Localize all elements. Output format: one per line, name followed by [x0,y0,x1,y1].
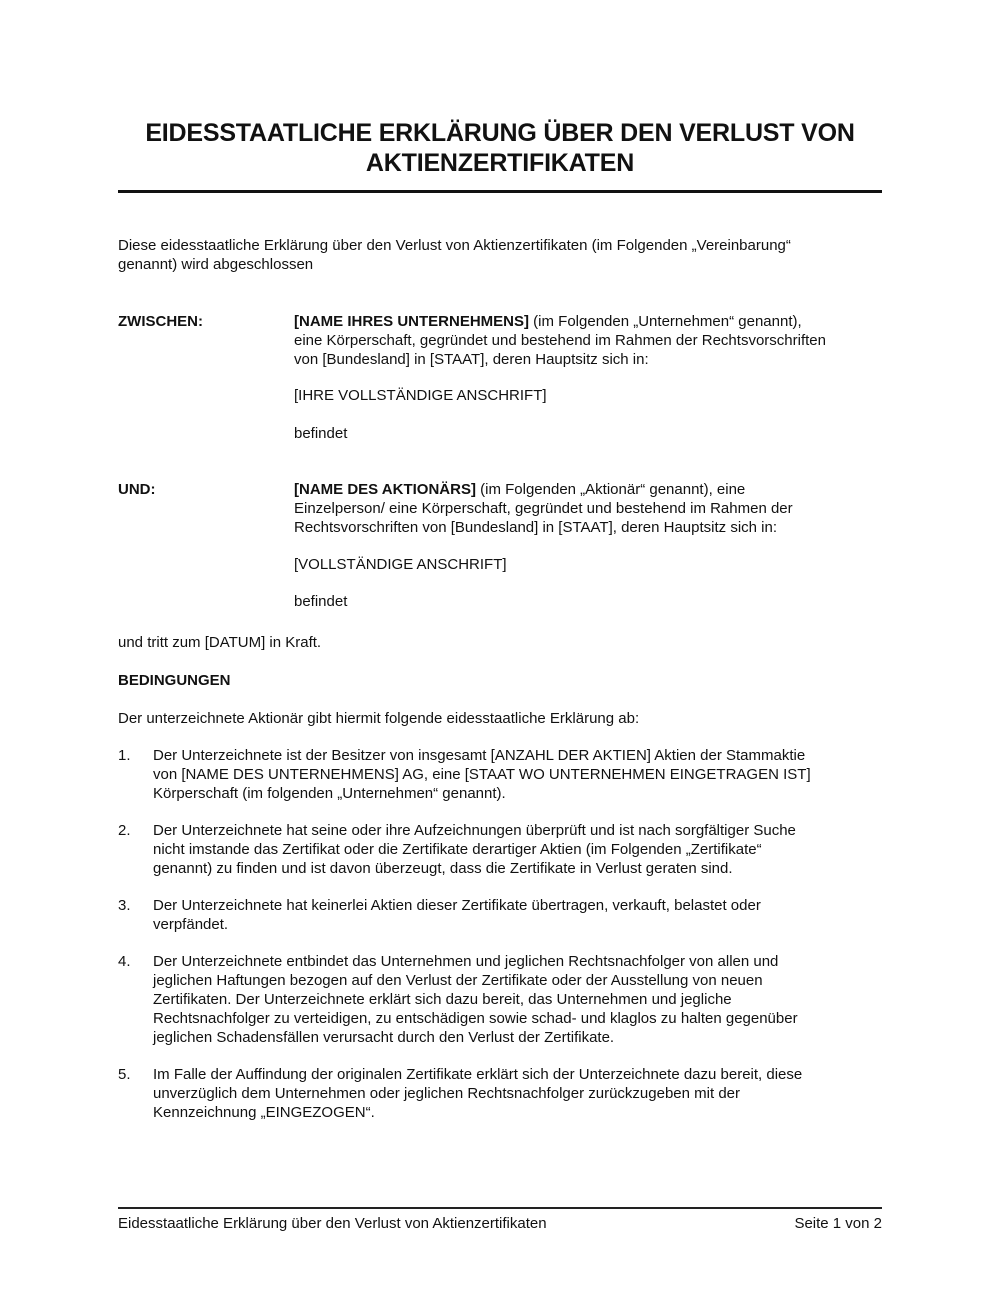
party-1-address: [IHRE VOLLSTÄNDIGE ANSCHRIFT] [294,387,547,404]
item-text [153,896,885,934]
item-line: Rechtsnachfolger zu verteidigen, zu entschädigen sowie schad- und klaglos zu halten gegenüber [153,1010,798,1027]
party-2-name: [NAME DES AKTIONÄRS] [294,481,476,498]
item-line: Im Falle der Auffindung der originalen Zertifikate erklärt sich der Unterzeichnete dazu bereit, diese [153,1066,803,1083]
party-1-label: ZWISCHEN: [118,313,203,330]
conditions-intro: Der unterzeichnete Aktionär gibt hiermit folgende eidesstaatliche Erklärung ab: [118,710,640,727]
document-title [118,118,882,178]
item-number: 2. [118,822,131,839]
party-1-line-3: von [Bundesland] in [STAAT], deren Hauptsitz sich in: [294,351,649,368]
item-line: Körperschaft (im folgenden „Unternehmen“ genannt). [153,785,506,802]
party-1-line-1-rest: (im Folgenden „Unternehmen“ genannt), [529,313,802,330]
item-line: von [NAME DES UNTERNEHMENS] AG, eine [STAAT WO UNTERNEHMEN EINGETRAGEN IST] [153,766,811,783]
item-line: Kennzeichnung „EINGEZOGEN“. [153,1104,375,1121]
conditions-heading: BEDINGUNGEN [118,672,231,689]
item-line: unverzüglich dem Unternehmen oder jeglichen Rechtsnachfolger zurückzugeben mit der [153,1085,740,1102]
party-1-name: [NAME IHRES UNTERNEHMENS] [294,313,530,330]
item-number: 3. [118,897,131,914]
intro-line-2: genannt) wird abgeschlossen [118,256,314,273]
title-divider [118,190,882,193]
party-2-body [294,480,884,537]
title-line-2: AKTIENZERTIFIKATEN [365,149,635,177]
item-line: nicht imstande das Zertifikat oder die Zertifikate derartiger Aktien (im Folgenden „Zertifikate“ [153,841,762,858]
item-line: verpfändet. [153,916,229,933]
intro-line-1: Diese eidesstaatliche Erklärung über den Verlust von Aktienzertifikaten (im Folgenden „Vereinbarung“ [118,237,791,254]
intro-paragraph [118,236,882,274]
item-line: Der Unterzeichnete hat keinerlei Aktien dieser Zertifikate übertragen, verkauft, belastet oder [153,897,761,914]
item-text [153,821,885,878]
effective-date-text: und tritt zum [DATUM] in Kraft. [118,634,322,651]
footer-page-number: Seite 1 von 2 [794,1215,882,1232]
party-2-line-1-rest: (im Folgenden „Aktionär“ genannt), eine [475,481,746,498]
item-line: Zertifikaten. Der Unterzeichnete erklärt sich dazu bereit, das Unternehmen und jegliche [153,991,732,1008]
document-page [118,0,882,1290]
item-text [153,952,885,1047]
party-2-line-3: Rechtsvorschriften von [Bundesland] in [STAAT], deren Hauptsitz sich in: [294,519,778,536]
item-number: 4. [118,953,131,970]
item-line: Der Unterzeichnete ist der Besitzer von insgesamt [ANZAHL DER AKTIEN] Aktien der Stammaktie [153,747,806,764]
party-2-label: UND: [118,481,156,498]
party-1-line-1 [294,312,884,331]
footer-divider [118,1207,882,1209]
item-number: 5. [118,1066,131,1083]
item-text [153,746,885,803]
item-line: jeglichen Haftungen bezogen auf den Verlust der Zertifikate oder der Ausstellung von neuen [153,972,763,989]
party-1-body [294,312,884,369]
item-number: 1. [118,747,131,764]
item-line: Der Unterzeichnete hat seine oder ihre Aufzeichnungen überprüft und ist nach sorgfältiger Suche [153,822,796,839]
party-2-line-2: Einzelperson/ eine Körperschaft, gegründet und bestehend im Rahmen der [294,500,793,517]
item-line: genannt) zu finden und ist davon überzeugt, dass die Zertifikate in Verlust geraten sind. [153,860,733,877]
party-2-address: [VOLLSTÄNDIGE ANSCHRIFT] [294,556,507,573]
item-text [153,1065,885,1122]
party-2-located: befindet [294,593,348,610]
party-2-line-1 [294,480,884,499]
party-1-located: befindet [294,425,348,442]
party-1-line-2: eine Körperschaft, gegründet und bestehend im Rahmen der Rechtsvorschriften [294,332,826,349]
item-line: Der Unterzeichnete entbindet das Unternehmen und jeglichen Rechtsnachfolger von allen und [153,953,779,970]
title-line-1: EIDESSTAATLICHE ERKLÄRUNG ÜBER DEN VERLUST VON [145,119,855,147]
item-line: jeglichen Schadensfällen verursacht durch den Verlust der Zertifikate. [153,1029,615,1046]
footer-document-title: Eidesstaatliche Erklärung über den Verlust von Aktienzertifikaten [118,1215,547,1232]
